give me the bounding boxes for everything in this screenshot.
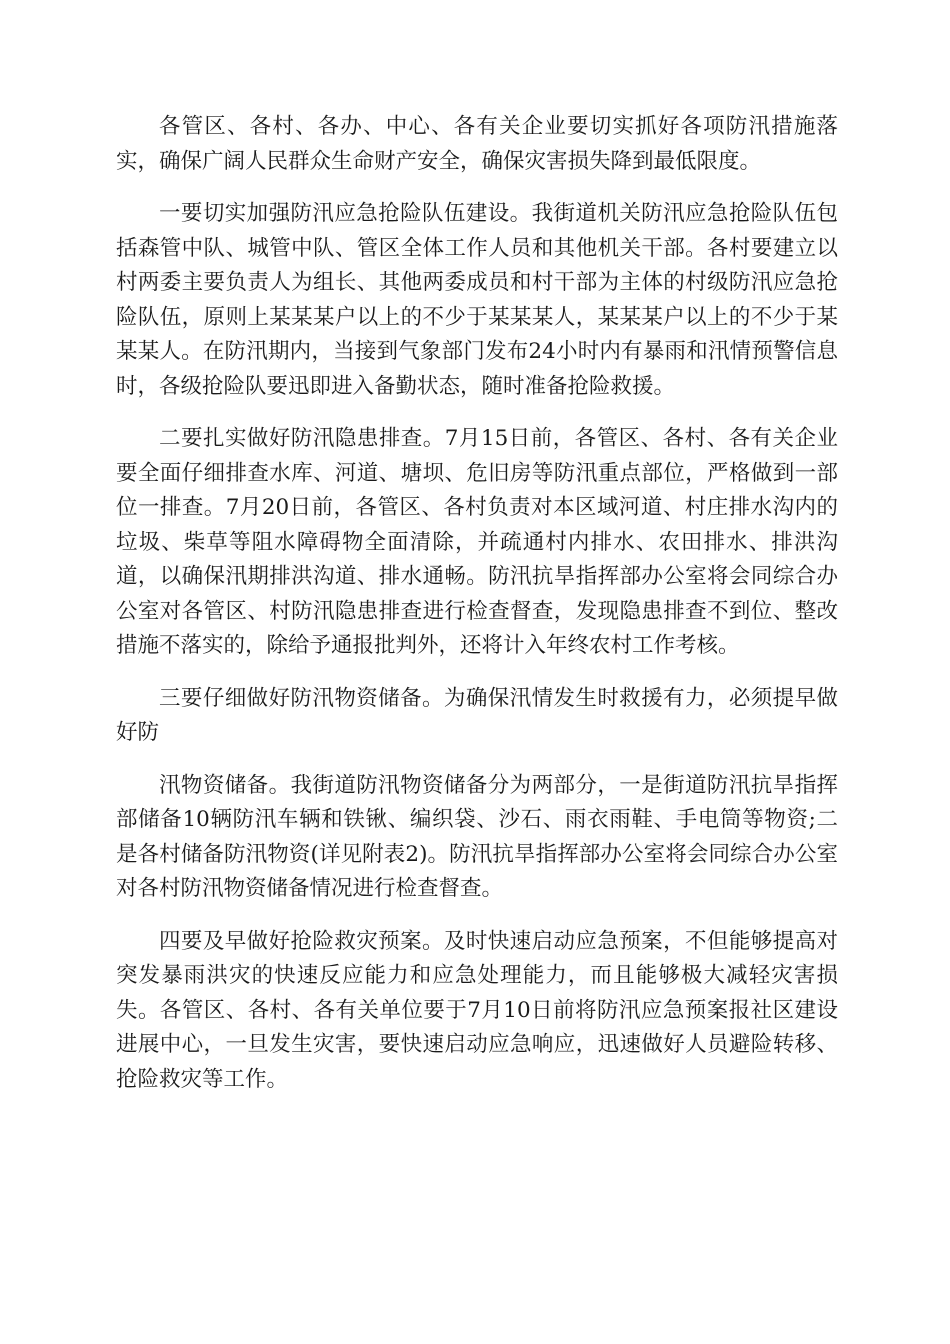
paragraph-intro: 各管区、各村、各办、中心、各有关企业要切实抓好各项防汛措施落实，确保广阔人民群众生命财产安全，确保灾害损失降到最低限度。 — [116, 114, 838, 174]
document-page — [116, 110, 838, 1115]
paragraph-supplies-detail: 汛物资储备。我街道防汛物资储备分为两部分，一是街道防汛抗旱指挥部储备10辆防汛车辆和铁锹、编织袋、沙石、雨衣雨鞋、手电筒等物资;二是各村储备防汛物资(详见附表2)。防汛抗旱指挥部办公室将会同综合办公室对各村防汛物资储备情况进行检查督查。 — [116, 772, 838, 901]
paragraph-hazard-inspection: 二要扎实做好防汛隐患排查。7月15日前，各管区、各村、各有关企业要全面仔细排查水库、河道、塘坝、危旧房等防汛重点部位，严格做到一部位一排查。7月20日前，各管区、各村负责对本区域河道、村庄排水沟内的垃圾、柴草等阻水障碍物全面清除，并疏通村内排水、农田排水、排洪沟道，以确保汛期排洪沟道、排水通畅。防汛抗旱指挥部办公室将会同综合办公室对各管区、村防汛隐患排查进行检查督查，发现隐患排查不到位、整改措施不落实的，除给予通报批判外，还将计入年终农村工作考核。 — [116, 426, 838, 658]
paragraph-supplies-heading: 三要仔细做好防汛物资储备。为确保汛情发生时救援有力，必须提早做好防 — [116, 685, 838, 745]
paragraph-rescue-team: 一要切实加强防汛应急抢险队伍建设。我街道机关防汛应急抢险队伍包括森管中队、城管中队、管区全体工作人员和其他机关干部。各村要建立以村两委主要负责人为组长、其他两委成员和村干部为主体的村级防汛应急抢险队伍，原则上某某某户以上的不少于某某某人，某某某户以上的不少于某某某人。在防汛期内，当接到气象部门发布24小时内有暴雨和汛情预警信息时，各级抢险队要迅即进入备勤状态，随时准备抢险救援。 — [116, 201, 838, 399]
paragraph-emergency-plan: 四要及早做好抢险救灾预案。及时快速启动应急预案，不但能够提高对突发暴雨洪灾的快速反应能力和应急处理能力，而且能够极大减轻灾害损失。各管区、各村、各有关单位要于7月10日前将防汛应急预案报社区建设进展中心，一旦发生灾害，要快速启动应急响应，迅速做好人员避险转移、抢险救灾等工作。 — [116, 928, 838, 1092]
